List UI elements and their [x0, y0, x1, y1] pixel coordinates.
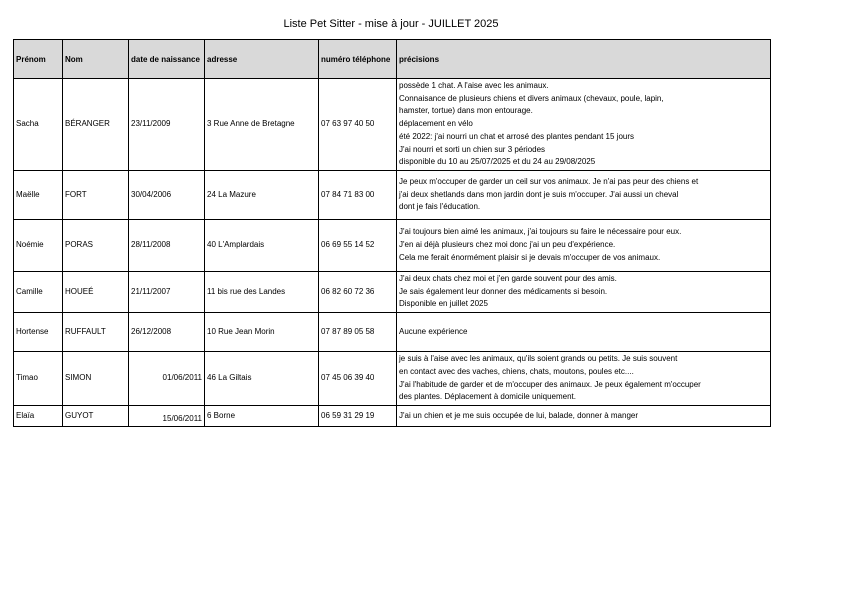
cell-prenom: Noémie	[14, 220, 63, 272]
note-line: des plantes. Déplacement à domicile uniquement.	[399, 392, 576, 402]
header-nom: Nom	[63, 40, 129, 79]
document-title: Liste Pet Sitter - mise à jour - JUILLET 2025	[283, 18, 499, 30]
note-line: Aucune expérience	[399, 326, 468, 336]
cell-telephone: 07 63 97 40 50	[319, 79, 397, 171]
cell-adresse: 10 Rue Jean Morin	[205, 313, 319, 352]
cell-telephone: 06 69 55 14 52	[319, 220, 397, 272]
note-line: hamster, tortue) dans mon entourage.	[399, 106, 533, 116]
note-line: dont je fais l'éducation.	[399, 202, 481, 212]
cell-nom: SIMON	[63, 352, 129, 406]
cell-nom: PORAS	[63, 220, 129, 272]
note-line: J'ai nourri et sorti un chien sur 3 périodes	[399, 144, 546, 154]
note-line: disponible du 10 au 25/07/2025 et du 24 au 29/08/2025	[399, 157, 596, 167]
cell-nom: FORT	[63, 171, 129, 220]
cell-prenom: Elaïa	[14, 406, 63, 427]
header-adresse: adresse	[205, 40, 319, 79]
note-line: en contact avec des vaches, chiens, chats, moutons, poules etc....	[399, 366, 634, 376]
cell-date-naissance: 23/11/2009	[129, 79, 205, 171]
table-row	[14, 171, 771, 220]
note-line: déplacement en vélo	[399, 119, 473, 129]
header-telephone: numéro téléphone	[319, 40, 397, 79]
note-line: Je sais également leur donner des médicaments si besoin.	[399, 286, 608, 296]
note-line: J'ai toujours bien aimé les animaux, j'ai toujours su faire le nécessaire pour eux.	[399, 227, 682, 237]
cell-nom: HOUEÉ	[63, 272, 129, 313]
cell-telephone: 07 45 06 39 40	[319, 352, 397, 406]
table-row	[14, 352, 771, 406]
header-date-naissance: date de naissance	[129, 40, 205, 79]
note-line: J'ai l'habitude de garder et de m'occuper des animaux. Je peux également m'occuper	[399, 379, 701, 389]
table-row	[14, 313, 771, 352]
cell-date-naissance: 28/11/2008	[129, 220, 205, 272]
note-line: été 2022: j'ai nourri un chat et arrosé des plantes pendant 15 jours	[399, 131, 635, 141]
cell-precisions	[397, 406, 771, 427]
cell-adresse: 3 Rue Anne de Bretagne	[205, 79, 319, 171]
cell-prenom: Maëlle	[14, 171, 63, 220]
note-line: J'ai deux chats chez moi et j'en garde souvent pour des amis.	[399, 273, 617, 283]
pet-sitter-table	[13, 39, 771, 427]
cell-precisions	[397, 352, 771, 406]
cell-adresse: 46 La Giltais	[205, 352, 319, 406]
cell-nom: GUYOT	[63, 406, 129, 427]
note-line: J'en ai déjà plusieurs chez moi donc j'ai un peu d'expérience.	[399, 240, 616, 250]
table-row	[14, 79, 771, 171]
cell-prenom: Sacha	[14, 79, 63, 171]
cell-precisions	[397, 313, 771, 352]
table-row	[14, 272, 771, 313]
cell-precisions	[397, 79, 771, 171]
cell-telephone: 07 87 89 05 58	[319, 313, 397, 352]
cell-date-naissance: 30/04/2006	[129, 171, 205, 220]
note-line: je suis à l'aise avec les animaux, qu'ils soient grands ou petits. Je suis souvent	[399, 353, 678, 363]
note-line: possède 1 chat. A l'aise avec les animaux.	[399, 80, 549, 90]
cell-precisions	[397, 220, 771, 272]
cell-telephone: 06 59 31 29 19	[319, 406, 397, 427]
cell-telephone: 06 82 60 72 36	[319, 272, 397, 313]
note-line: J'ai un chien et je me suis occupée de lui, balade, donner à manger	[399, 410, 639, 420]
cell-precisions	[397, 171, 771, 220]
cell-date-naissance: 01/06/2011	[129, 352, 205, 406]
cell-prenom: Camille	[14, 272, 63, 313]
note-line: Connaisance de plusieurs chiens et divers animaux (chevaux, poule, lapin,	[399, 93, 664, 103]
cell-adresse: 11 bis rue des Landes	[205, 272, 319, 313]
note-line: Je peux m'occuper de garder un ceil sur vos animaux. Je n'ai pas peur des chiens et	[399, 176, 699, 186]
cell-prenom: Hortense	[14, 313, 63, 352]
cell-date-naissance: 26/12/2008	[129, 313, 205, 352]
cell-date-naissance: 15/06/2011	[129, 406, 205, 427]
note-line: Cela me ferait énormément plaisir si je devais m'occuper de vos animaux.	[399, 252, 661, 262]
cell-nom: RUFFAULT	[63, 313, 129, 352]
note-line: Disponible en juillet 2025	[399, 299, 488, 309]
cell-date-naissance: 21/11/2007	[129, 272, 205, 313]
cell-precisions	[397, 272, 771, 313]
cell-nom: BÉRANGER	[63, 79, 129, 171]
header-prenom: Prénom	[14, 40, 63, 79]
cell-adresse: 24 La Mazure	[205, 171, 319, 220]
table-row	[14, 406, 771, 427]
cell-adresse: 6 Borne	[205, 406, 319, 427]
cell-adresse: 40 L'Amplardais	[205, 220, 319, 272]
cell-telephone: 07 84 71 83 00	[319, 171, 397, 220]
header-precisions: précisions	[397, 40, 771, 79]
cell-prenom: Timao	[14, 352, 63, 406]
table-row	[14, 220, 771, 272]
header-row	[14, 40, 771, 79]
note-line: j'ai deux shetlands dans mon jardin dont je suis m'occuper. J'ai aussi un cheval	[399, 189, 679, 199]
